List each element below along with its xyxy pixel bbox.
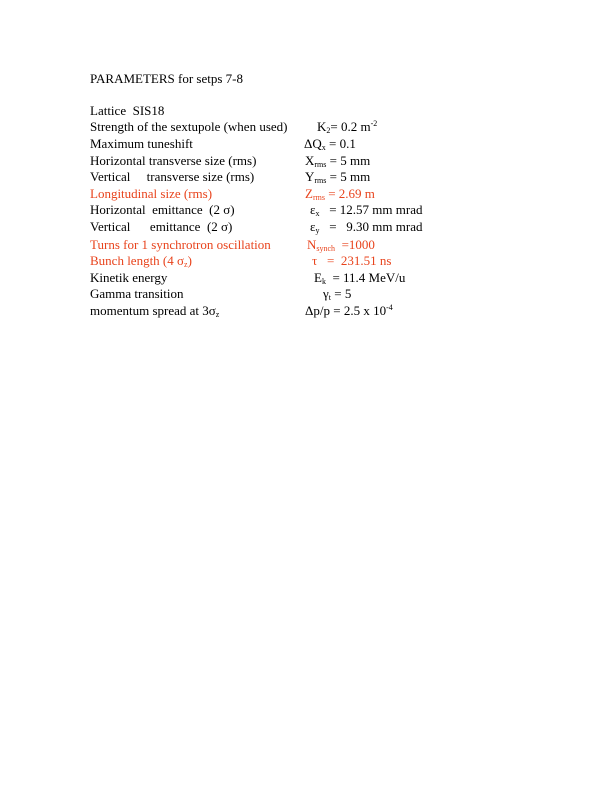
param-symbol-subscript: synch xyxy=(316,244,336,253)
param-symbol-subscript: y xyxy=(315,226,320,235)
param-value xyxy=(310,219,423,235)
param-label: Horizontal emittance (2 σ) xyxy=(90,202,235,217)
param-label: Vertical emittance (2 σ) xyxy=(90,219,233,234)
param-value-text: = 5 mm xyxy=(326,153,371,168)
param-label-end: ) xyxy=(187,253,192,268)
param-value-text: = 2.5 x 10 xyxy=(329,303,387,318)
param-value xyxy=(304,136,356,152)
param-value-text: =1000 xyxy=(335,237,375,252)
param-symbol-subscript: x xyxy=(321,143,326,152)
param-value-text: = 5 mm xyxy=(326,169,371,184)
param-symbol: X xyxy=(305,153,315,168)
param-symbol: E xyxy=(314,270,322,285)
param-value xyxy=(310,202,423,218)
param-value-text: = 9.30 mm mrad xyxy=(319,219,423,234)
param-value-text: = 12.57 mm mrad xyxy=(319,202,423,217)
param-value-superscript: -2 xyxy=(370,119,378,128)
param-symbol: Δp/p xyxy=(305,303,330,318)
param-label-subscript: z xyxy=(184,260,188,269)
param-value xyxy=(305,169,370,185)
param-value xyxy=(307,237,375,253)
param-symbol: ε xyxy=(310,219,316,234)
param-value-text: = 0.1 xyxy=(325,136,356,151)
param-value xyxy=(314,270,405,286)
param-label: Horizontal transverse size (rms) xyxy=(90,153,257,168)
param-symbol: ΔQ xyxy=(304,136,322,151)
param-symbol-subscript: t xyxy=(328,293,331,302)
param-label: Vertical transverse size (rms) xyxy=(90,169,255,184)
param-label-text: momentum spread at 3σ xyxy=(90,303,216,318)
param-symbol-subscript: x xyxy=(315,209,320,218)
param-value-text: = 2.69 m xyxy=(324,186,375,201)
param-value-text: = 231.51 ns xyxy=(317,253,392,268)
param-label-subscript: z xyxy=(215,310,220,319)
param-value-superscript: -4 xyxy=(386,303,393,312)
param-label: Kinetik energy xyxy=(90,270,168,285)
param-symbol-subscript: 2 xyxy=(326,126,331,135)
param-symbol: Z xyxy=(305,186,313,201)
param-symbol: K xyxy=(317,119,327,134)
param-symbol: N xyxy=(307,237,317,252)
param-symbol: Y xyxy=(305,169,315,184)
param-label: Maximum tuneshift xyxy=(90,136,193,151)
param-value-text: = 0.2 m xyxy=(330,119,371,134)
param-label: Turns for 1 synchrotron oscillation xyxy=(90,237,271,252)
param-symbol: γ xyxy=(323,286,329,301)
param-value-text: = 11.4 MeV/u xyxy=(325,270,406,285)
param-label: Longitudinal size (rms) xyxy=(90,186,213,201)
param-symbol: τ xyxy=(312,253,318,268)
param-value-text: = 5 xyxy=(330,286,352,301)
param-value xyxy=(323,286,351,302)
param-symbol-subscript: rms xyxy=(314,176,327,185)
param-label xyxy=(90,303,219,319)
page-title: PARAMETERS for setps 7-8 xyxy=(90,71,244,86)
param-symbol: ε xyxy=(310,202,316,217)
param-value xyxy=(305,186,375,202)
param-value xyxy=(317,119,377,135)
param-label: Strength of the sextupole (when used) xyxy=(90,119,288,134)
param-symbol-subscript: k xyxy=(321,277,326,286)
param-value xyxy=(305,153,370,169)
param-label-text: Bunch length (4 σ xyxy=(90,253,185,268)
param-value xyxy=(312,253,391,269)
param-label xyxy=(90,253,192,269)
param-label: Lattice SIS18 xyxy=(90,103,165,118)
param-symbol-subscript: rms xyxy=(312,193,325,202)
param-symbol-subscript: rms xyxy=(314,160,327,169)
param-label: Gamma transition xyxy=(90,286,184,301)
param-value xyxy=(305,303,393,319)
